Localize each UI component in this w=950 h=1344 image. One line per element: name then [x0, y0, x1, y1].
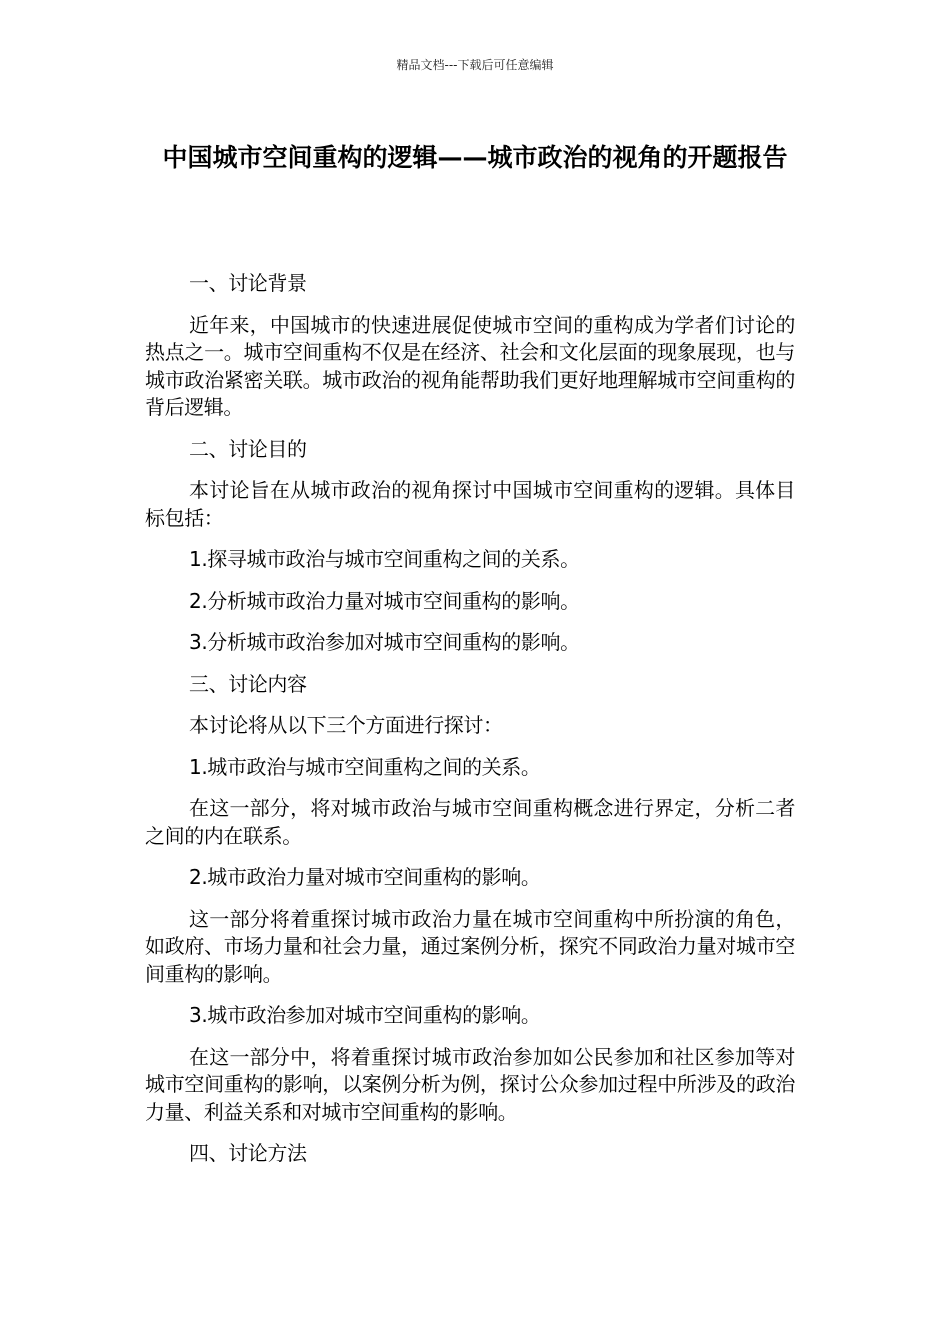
section-heading-background: 一、讨论背景 [189, 271, 307, 295]
page-header: 精品文档---下载后可任意编辑 [396, 58, 554, 72]
paragraph-background: 近年来，中国城市的快速进展促使城市空间的重构成为学者们讨论的热点之一。城市空间重构不仅是在经济、社会和文化层面的现象展现，也与城市政治紧密关联。城市政治的视角能帮助我们更好地理解城市空间重构的背后逻辑。 [145, 312, 795, 419]
section-heading-method: 四、讨论方法 [189, 1141, 307, 1165]
document-body [145, 270, 795, 1182]
content-item-3-text: 在这一部分中，将着重探讨城市政治参加如公民参加和社区参加等对城市空间重构的影响，以案例分析为例，探讨公众参加过程中所涉及的政治力量、利益关系和对城市空间重构的影响。 [145, 1044, 795, 1124]
content-item-3-heading: 3.城市政治参加对城市空间重构的影响。 [189, 1003, 541, 1027]
paragraph-content-intro: 本讨论将从以下三个方面进行探讨： [189, 713, 503, 737]
content-item-1-text: 在这一部分，将对城市政治与城市空间重构概念进行界定，分析二者之间的内在联系。 [145, 796, 795, 848]
document-title: 中国城市空间重构的逻辑——城市政治的视角的开题报告 [162, 143, 788, 172]
purpose-item-1: 1.探寻城市政治与城市空间重构之间的关系。 [189, 547, 580, 571]
section-heading-content: 三、讨论内容 [189, 671, 307, 696]
paragraph-purpose-intro: 本讨论旨在从城市政治的视角探讨中国城市空间重构的逻辑。具体目标包括： [145, 478, 795, 530]
purpose-item-2: 2.分析城市政治力量对城市空间重构的影响。 [189, 588, 580, 613]
purpose-item-3: 3.分析城市政治参加对城市空间重构的影响。 [189, 630, 580, 654]
section-heading-purpose: 二、讨论目的 [189, 436, 307, 461]
content-item-2-text: 这一部分将着重探讨城市政治力量在城市空间重构中所扮演的角色，如政府、市场力量和社会力量，通过案例分析，探究不同政治力量对城市空间重构的影响。 [145, 906, 795, 986]
content-item-2-heading: 2.城市政治力量对城市空间重构的影响。 [189, 865, 541, 889]
content-item-1-heading: 1.城市政治与城市空间重构之间的关系。 [189, 754, 541, 779]
